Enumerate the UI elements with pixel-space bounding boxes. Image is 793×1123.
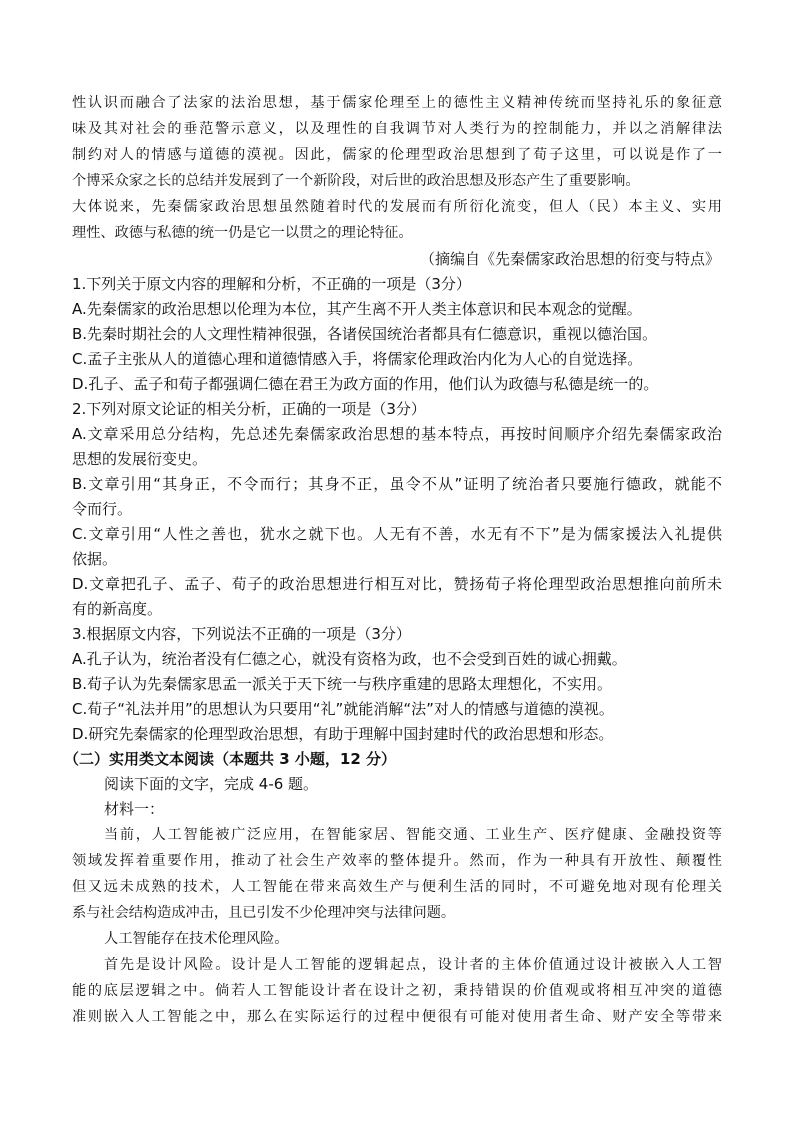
question-2-stem: 2.下列对原文论证的相关分析，正确的一项是（3分）	[72, 400, 426, 418]
material-1-subhead: 人工智能存在技术伦理风险。	[104, 931, 289, 947]
passage-line-4: 个博采众家之长的总结并发展到了一个新阶段，对后世的政治思想及形态产生了重要影响。	[72, 173, 640, 189]
question-2-option-b-cont: 令而行。	[72, 500, 133, 518]
question-2-option-d-cont: 有的新高度。	[72, 600, 163, 618]
question-3-stem: 3.根据原文内容，下列说法不正确的一项是（3分）	[72, 625, 411, 643]
question-3-option-b: B.荀子认为先秦儒家思孟一派关于天下统一与秩序重建的思路太理想化，不实用。	[72, 675, 613, 693]
passage-line-6: 理性、政德与私德的统一仍是它一以贯之的理论特征。	[72, 225, 413, 241]
passage-line-5: 大体说来，先秦儒家政治思想虽然随着时代的发展而有所衍化流变，但人（民）本主义、实用	[72, 199, 722, 215]
question-2-option-b: B.文章引用“其身正，不令而行；其身不正，虽令不从”证明了统治者只要施行德政，就能不	[72, 475, 722, 493]
passage-source: （摘编自《先秦儒家政治思想的衍变与特点》	[419, 250, 720, 268]
material-1-para-2-line-1: 首先是设计风险。设计是人工智能的逻辑起点，设计者的主体价值通过设计被嵌入人工智	[104, 957, 722, 973]
question-1-option-c: C.孟子主张从人的道德心理和道德情感入手，将儒家伦理政治内化为人心的自觉选择。	[72, 350, 643, 368]
question-1-option-a: A.先秦儒家的政治思想以伦理为本位，其产生离不开人类主体意识和民本观念的觉醒。	[72, 300, 642, 318]
question-2-option-d: D.文章把孔子、孟子、荀子的政治思想进行相互对比，赞扬荀子将伦理型政治思想推向前所未	[72, 575, 722, 593]
material-1-para-2-line-3: 准则嵌入人工智能之中，那么在实际运行的过程中便很有可能对使用者生命、财产安全等带来	[72, 1009, 722, 1025]
section-2-instruction: 阅读下面的文字，完成 4-6 题。	[104, 775, 319, 793]
question-3-option-a: A.孔子认为，统治者没有仁德之心，就没有资格为政，也不会受到百姓的诚心拥戴。	[72, 650, 627, 668]
question-2-option-c: C.文章引用“人性之善也，犹水之就下也。人无有不善，水无有不下”是为儒家援法入礼提供	[72, 525, 722, 543]
question-2-option-a: A.文章采用总分结构，先总述先秦儒家政治思想的基本特点，再按时间顺序介绍先秦儒家政治	[72, 425, 722, 443]
material-1-para-2-line-2: 能的底层逻辑之中。倘若人工智能设计者在设计之初，秉持错误的价值观或将相互冲突的道德	[72, 983, 722, 999]
question-1-option-b: B.先秦时期社会的人文理性精神很强，各诸侯国统治者都具有仁德意识，重视以德治国。	[72, 325, 658, 343]
question-3-option-c: C.荀子“礼法并用”的思想认为只要用“礼”就能消解“法”对人的情感与道德的漠视。	[72, 700, 614, 718]
question-2-option-c-cont: 依据。	[72, 550, 118, 568]
passage-line-1: 性认识而融合了法家的法治思想，基于儒家伦理至上的德性主义精神传统而坚持礼乐的象征意	[72, 95, 722, 111]
material-1-para-1-line-2: 领域发挥着重要作用，推动了社会生产效率的整体提升。然而，作为一种具有开放性、颠覆性	[72, 853, 722, 869]
question-1-option-d: D.孔子、孟子和荀子都强调仁德在君王为政方面的作用，他们认为政德与私德是统一的。	[72, 375, 659, 393]
material-1-para-1-line-4: 系与社会结构造成冲击，且已引发不少伦理冲突与法律问题。	[72, 905, 456, 921]
material-1-para-1-line-3: 但又远未成熟的技术，人工智能在带来高效生产与便利生活的同时，不可避免地对现有伦理关	[72, 879, 722, 895]
question-1-stem: 1.下列关于原文内容的理解和分析，不正确的一项是（3分）	[72, 275, 471, 293]
question-3-option-d: D.研究先秦儒家的伦理型政治思想，有助于理解中国封建时代的政治思想和形态。	[72, 725, 614, 743]
passage-line-3: 制约对人的情感与道德的漠视。因此，儒家的伦理型政治思想到了荀子这里，可以说是作了一	[72, 147, 722, 163]
material-1-label: 材料一：	[104, 800, 165, 818]
passage-line-2: 味及其对社会的垂范警示意义，以及理性的自我调节对人类行为的控制能力，并以之消解律法	[72, 121, 722, 137]
material-1-para-1-line-1: 当前，人工智能被广泛应用，在智能家居、智能交通、工业生产、医疗健康、金融投资等	[104, 827, 722, 843]
question-2-option-a-cont: 思想的发展衍变史。	[72, 450, 208, 468]
section-2-heading: （二）实用类文本阅读（本题共 3 小题，12 分）	[64, 750, 396, 768]
